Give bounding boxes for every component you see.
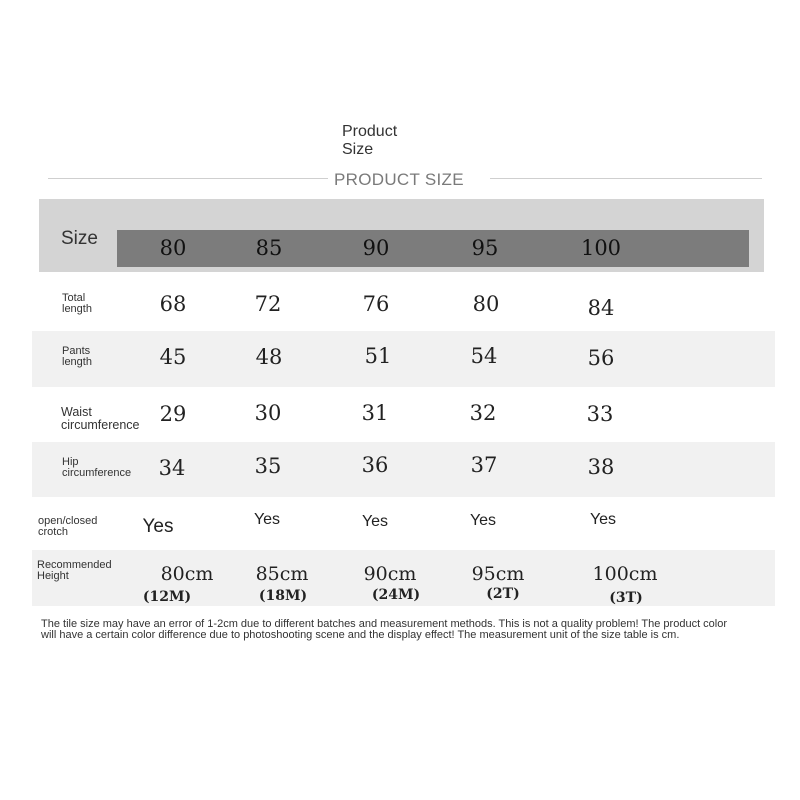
row-label-waist-circumference: Waist circumference [61, 405, 140, 432]
size-value: 100 [580, 236, 622, 260]
row-label-pants-length: Pants length [62, 345, 92, 368]
table-cell: 80 [472, 292, 500, 316]
table-cell: 54 [470, 344, 498, 368]
table-cell-age: (3T) [609, 590, 643, 606]
table-cell-age: (12M) [142, 589, 192, 605]
table-cell: 32 [469, 401, 497, 425]
size-value: 80 [159, 236, 187, 260]
table-cell-age: (2T) [486, 586, 520, 602]
table-cell-height: 80cm [160, 563, 214, 585]
table-cell: Yes [469, 512, 497, 529]
table-cell: 33 [586, 402, 614, 426]
table-cell: Yes [142, 516, 174, 537]
table-cell: 38 [587, 455, 615, 479]
row-label-total-length: Total length [62, 292, 92, 315]
table-cell: 68 [159, 292, 187, 316]
table-cell: 35 [254, 454, 282, 478]
table-cell: Yes [361, 513, 389, 530]
page-title: PRODUCT SIZE [334, 170, 464, 189]
table-cell: 56 [587, 346, 615, 370]
table-cell-height: 90cm [363, 563, 417, 585]
table-cell: 45 [159, 345, 187, 369]
table-cell: 37 [470, 453, 498, 477]
small-title-line-2: Size [342, 141, 374, 158]
size-label: Size [61, 228, 98, 249]
table-cell: 31 [361, 401, 389, 425]
divider-left [48, 178, 328, 179]
table-cell-height: 95cm [471, 563, 525, 585]
product-size-small-title [342, 123, 397, 159]
table-cell-height: 100cm [592, 563, 658, 585]
table-cell: 29 [159, 402, 187, 426]
table-cell: Yes [589, 511, 617, 528]
table-cell: 34 [158, 456, 186, 480]
row-background-pants-length [32, 331, 775, 387]
row-label-recommended-height: Recommended Height [37, 559, 112, 582]
table-cell-age: (18M) [258, 588, 308, 604]
size-header-dark-bar [117, 230, 749, 267]
divider-right [490, 178, 762, 179]
row-label-open-closed-crotch: open/closed crotch [38, 515, 98, 538]
table-cell-age: (24M) [371, 587, 421, 603]
table-cell: 84 [587, 296, 615, 320]
row-background-hip [32, 442, 775, 497]
size-value: 85 [255, 236, 283, 260]
small-title-line-1: Product [342, 123, 398, 140]
table-cell: 76 [362, 292, 390, 316]
table-cell: 36 [361, 453, 389, 477]
table-cell-height: 85cm [255, 563, 309, 585]
size-disclaimer-note: The tile size may have an error of 1-2cm due to different batches and measurement methods. This is not a quality problem! The product color will have a certain color difference due to photoshooting scene and the display effect! The measurement unit of the size table is cm. [41, 618, 728, 641]
row-label-hip-circumference: Hip circumference [62, 456, 132, 479]
size-value: 90 [362, 236, 390, 260]
table-cell: 30 [254, 401, 282, 425]
table-cell: 48 [255, 345, 283, 369]
size-value: 95 [471, 236, 499, 260]
table-cell: 72 [254, 292, 282, 316]
table-cell: 51 [364, 344, 392, 368]
table-cell: Yes [253, 511, 281, 528]
